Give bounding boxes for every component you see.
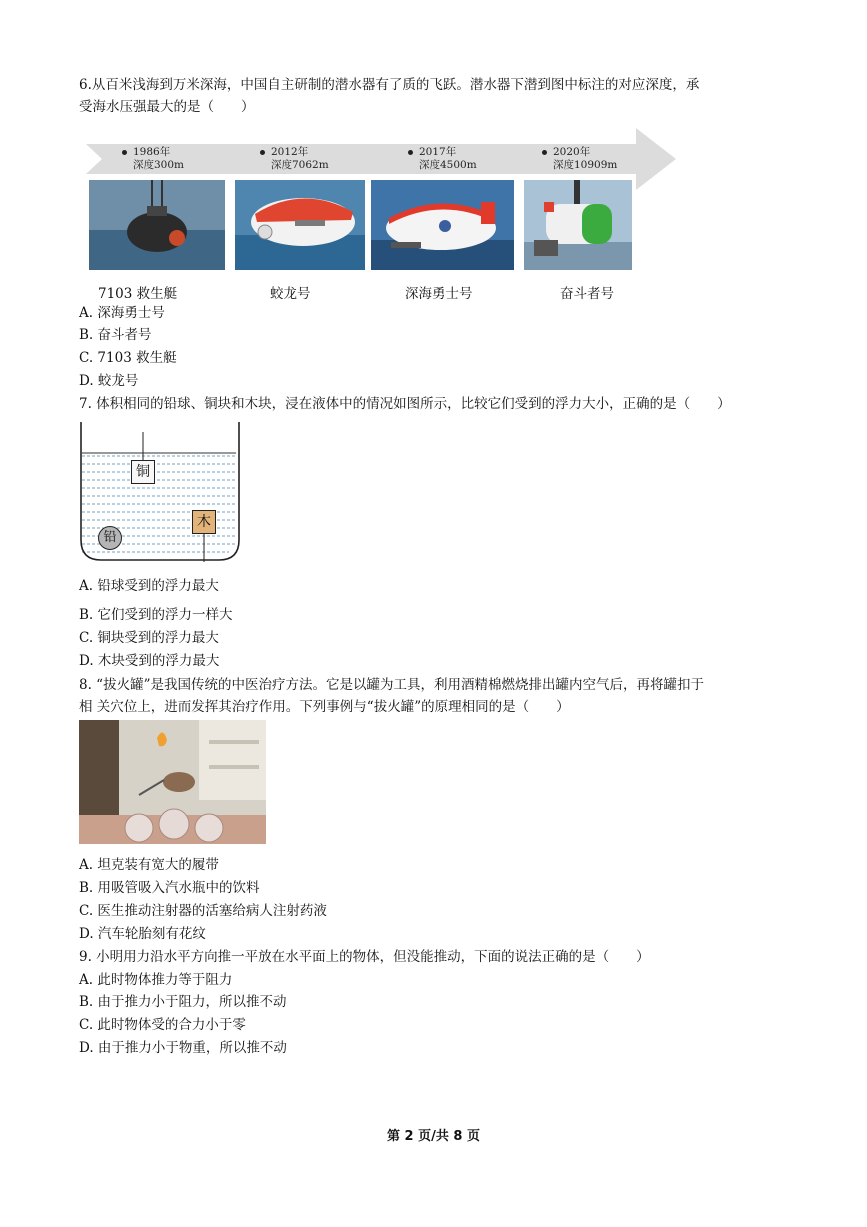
photo-7103-lifeboat [89,180,225,270]
q8-option-b: B. 用吸管吸入汽水瓶中的饮料 [79,880,260,896]
caption-shenhai: 深海勇士号 [405,286,473,302]
q7-option-d: D. 木块受到的浮力最大 [79,653,220,669]
photo-shenhai-yongshi [371,180,514,270]
q9-option-b: B. 由于推力小于阻力，所以推不动 [79,994,287,1010]
q7-stem: 7. 体积相同的铅球、铜块和木块，浸在液体中的情况如图所示，比较它们受到的浮力大小，正确的是（ ） [79,396,731,412]
q9-option-c: C. 此时物体受的合力小于零 [79,1017,246,1033]
photo-cupping [79,720,266,844]
wood-block: 木 [192,510,216,534]
q6-option-c: C. 7103 救生艇 [79,350,177,366]
q9-stem: 9. 小明用力沿水平方向推一平放在水平面上的物体，但没能推动，下面的说法正确的是（ ） [79,949,650,965]
timeline-entry-2: 2012年 深度7062m [260,146,329,172]
timeline-entry-3: 2017年 深度4500m [408,146,477,172]
q9-option-a: A. 此时物体推力等于阻力 [79,972,233,988]
photo-fendouzhe [524,180,632,270]
caption-jiaolong: 蛟龙号 [270,286,311,302]
q7-option-a: A. 铅球受到的浮力最大 [79,578,219,594]
q8-option-a: A. 坦克装有宽大的履带 [79,857,219,873]
lead-ball: 铅 [98,526,122,550]
q6-option-a: A. 深海勇士号 [79,305,165,321]
timeline-entry-1: 1986年 深度300m [122,146,184,172]
copper-block: 铜 [131,460,155,484]
q8-option-c: C. 医生推动注射器的活塞给病人注射药液 [79,903,327,919]
page-number: 第 2 页/共 8 页 [387,1129,480,1144]
photo-jiaolong [235,180,365,270]
q6-stem-line2: 受海水压强最大的是（ ） [79,99,255,115]
q6-option-d: D. 蛟龙号 [79,373,139,389]
q7-option-c: C. 铜块受到的浮力最大 [79,630,219,646]
q8-stem-line1: 8. “拔火罐”是我国传统的中医治疗方法。它是以罐为工具，利用酒精棉燃烧排出罐内空气后，再将罐扣于 [79,677,704,693]
q9-option-d: D. 由于推力小于物重，所以推不动 [79,1040,287,1056]
buoyancy-diagram [79,422,241,562]
timeline-entry-4: 2020年 深度10909m [542,146,617,172]
q6-stem-line1: 6.从百米浅海到万米深海，中国自主研制的潜水器有了质的飞跃。潜水器下潜到图中标注的对应深度，承 [79,77,700,93]
q8-option-d: D. 汽车轮胎刻有花纹 [79,926,206,942]
q8-stem-line2: 相 关穴位上，进而发挥其治疗作用。下列事例与“拔火罐”的原理相同的是（ ） [79,699,570,715]
caption-7103: 7103 救生艇 [98,286,178,302]
caption-fendouzhe: 奋斗者号 [560,286,614,302]
q7-option-b: B. 它们受到的浮力一样大 [79,607,233,623]
q6-option-b: B. 奋斗者号 [79,327,152,343]
